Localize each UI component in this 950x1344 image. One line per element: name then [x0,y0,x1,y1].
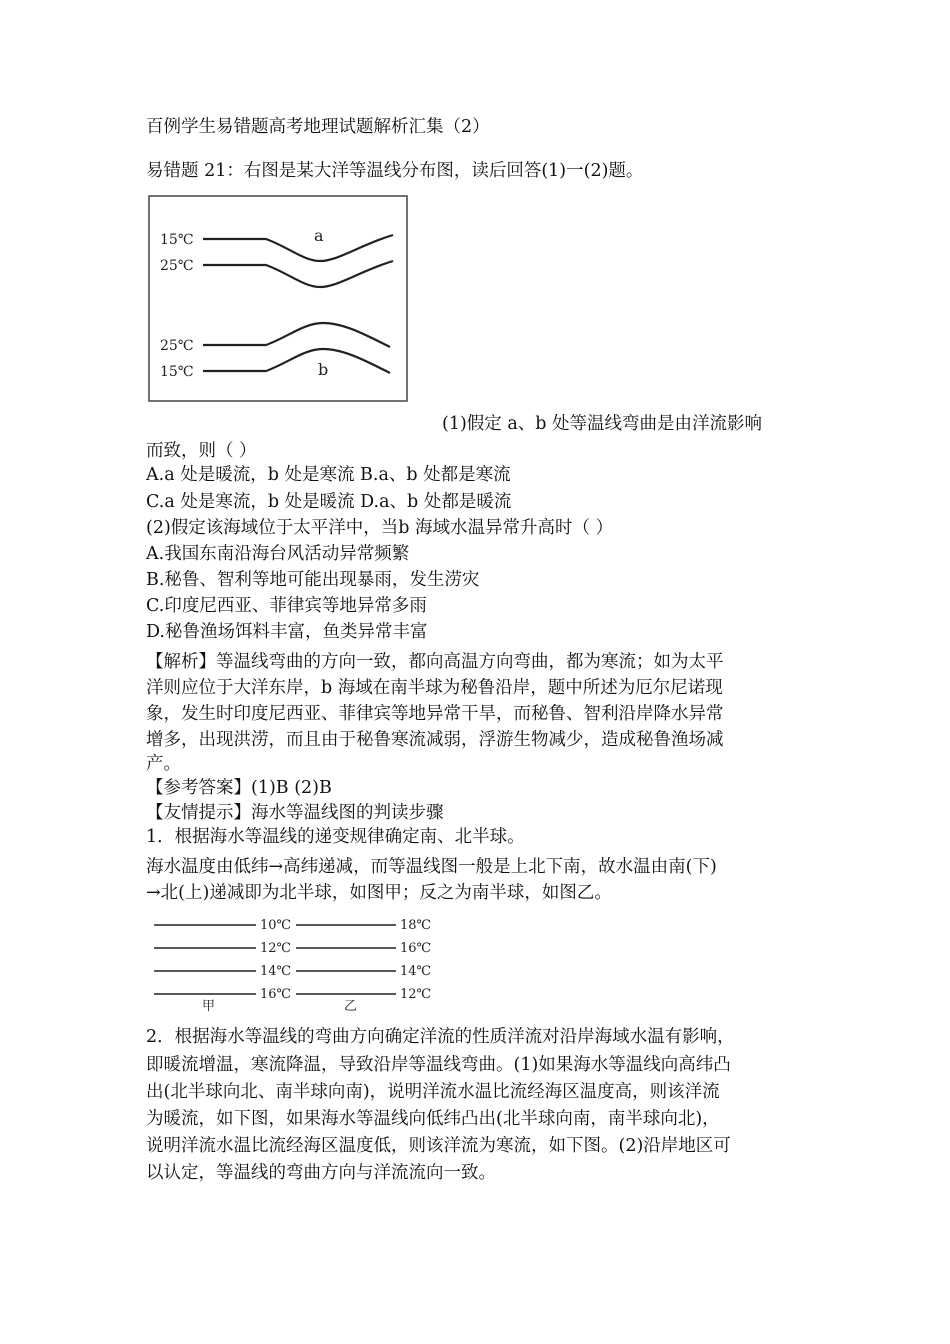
yi-label-2: 16℃ [400,941,432,956]
figure-jia-name: 甲 [202,999,216,1012]
yi-label-4: 12℃ [400,987,432,1002]
document-title: 百例学生易错题高考地理试题解析汇集（2） [146,117,490,137]
analysis-line-1: 【解析】等温线弯曲的方向一致，都向高温方向弯曲，都为寒流；如为太平 [146,652,724,672]
tip-heading: 【友情提示】海水等温线图的判读步骤 [146,803,444,823]
isotherm-figure-2 [150,912,440,1012]
figure-yi-name: 乙 [344,999,358,1012]
analysis-line-3: 象，发生时印度尼西亚、菲律宾等地异常干旱，而秘鲁、智利沿岸降水异常 [146,704,724,724]
isotherm-b-25c [203,323,390,347]
analysis-line-2: 洋则应位于大洋东岸，b 海域在南半球为秘鲁沿岸，题中所述为厄尔尼诺现 [146,678,723,698]
q1-options-cd: C.a 处是寒流，b 处是暖流 D.a、b 处都是暖流 [146,492,512,512]
jia-label-3: 14℃ [260,964,292,979]
isotherm-figure-1 [148,195,410,405]
step-2-line-1: 2．根据海水等温线的弯曲方向确定洋流的性质洋流对沿岸海域水温有影响， [146,1027,735,1047]
jia-label-2: 12℃ [260,941,292,956]
isotherm-b-15c [203,349,390,373]
fig1-label-15c-top: 15℃ [160,232,194,248]
yi-label-3: 14℃ [400,964,432,979]
jia-label-4: 16℃ [260,987,292,1002]
step-2-line-3: 出(北半球向北、南半球向南)，说明洋流水温比流经海区温度高，则该洋流 [146,1082,720,1102]
q2-stem: (2)假定该海域位于太平洋中，当b 海域水温异常升高时（ ） [146,518,614,538]
analysis-line-4: 增多，出现洪涝，而且由于秘鲁寒流减弱，浮游生物减少，造成秘鲁渔场减 [146,730,724,750]
reference-answer: 【参考答案】(1)B (2)B [146,778,332,798]
step-2-line-6: 以认定，等温线的弯曲方向与洋流流向一致。 [146,1163,496,1183]
isotherm-a-15c [203,235,393,261]
isotherm-a-25c [203,261,393,287]
mark-a: a [314,226,324,245]
q2-option-c: C.印度尼西亚、菲律宾等地异常多雨 [146,596,427,616]
fig1-label-15c-bottom: 15℃ [160,364,194,380]
step-2-line-4: 为暖流，如下图，如果海水等温线向低纬凸出(北半球向南，南半球向北)， [146,1109,720,1129]
tip-step-1: 1．根据海水等温线的递变规律确定南、北半球。 [146,827,525,847]
q2-option-a: A.我国东南沿海台风活动异常频繁 [146,544,410,564]
q1-options-ab: A.a 处是暖流，b 处是寒流 B.a、b 处都是寒流 [146,465,511,485]
q1-stem-part-a: (1)假定 a、b 处等温线弯曲是由洋流影响 [442,414,763,434]
analysis-line-5: 产。 [146,754,181,774]
yi-label-1: 18℃ [400,918,432,933]
step-2-line-2: 即暖流增温，寒流降温，导致沿岸等温线弯曲。(1)如果海水等温线向高纬凸 [146,1055,731,1075]
fig1-label-25c-bottom: 25℃ [160,338,194,354]
fig1-label-25c-top: 25℃ [160,258,194,274]
jia-label-1: 10℃ [260,918,292,933]
question-21-intro: 易错题 21：右图是某大洋等温线分布图，读后回答(1)一(2)题。 [146,161,644,181]
q2-option-d: D.秘鲁渔场饵料丰富，鱼类异常丰富 [146,622,428,642]
q1-stem-part-b: 而致，则（ ） [146,441,257,461]
step-2-line-5: 说明洋流水温比流经海区温度低，则该洋流为寒流，如下图。(2)沿岸地区可 [146,1136,731,1156]
tip-step-1-line-1: 海水温度由低纬→高纬递减，而等温线图一般是上北下南，故水温由南(下) [146,857,717,877]
mark-b: b [318,360,329,379]
tip-step-1-line-2: →北(上)递减即为北半球，如图甲；反之为南半球，如图乙。 [146,883,612,903]
q2-option-b: B.秘鲁、智利等地可能出现暴雨，发生涝灾 [146,570,480,590]
